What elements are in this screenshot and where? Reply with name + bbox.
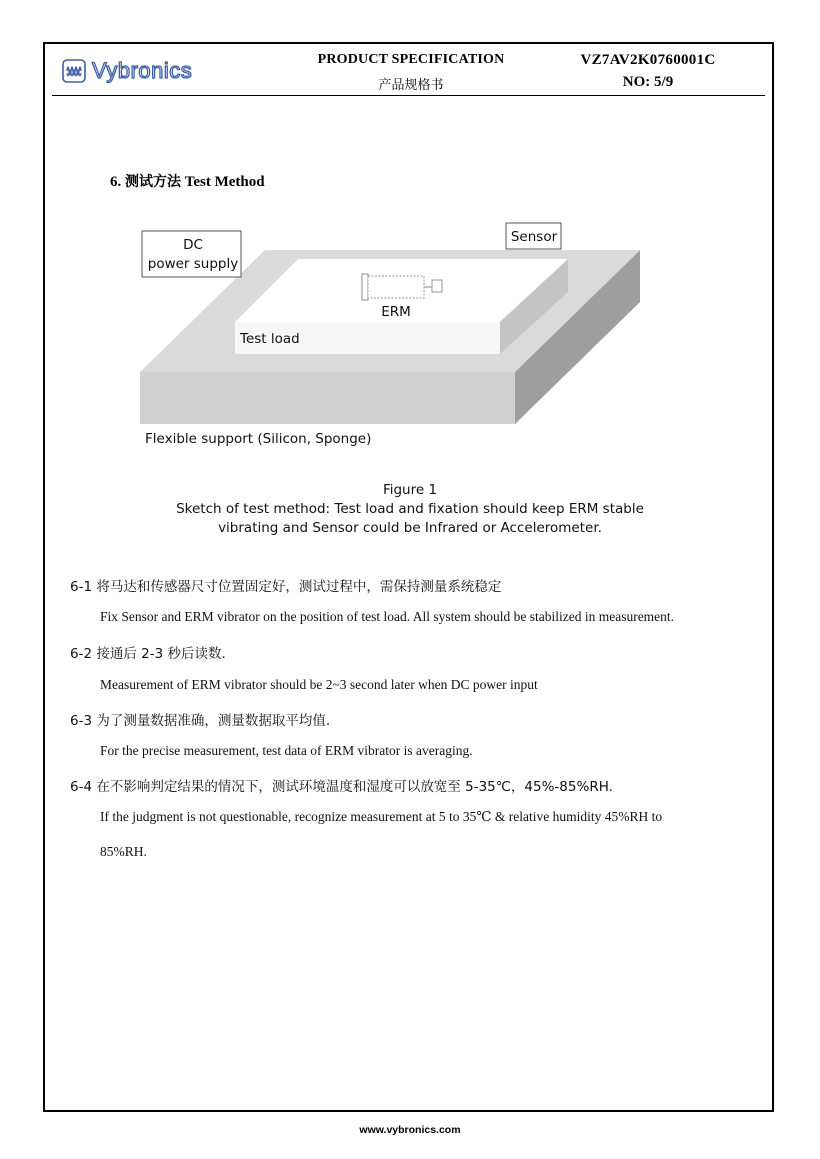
item-6-4-en-cont: 85%RH. [100, 844, 147, 859]
brand-wordmark: Vybronics [92, 58, 193, 83]
item-6-2-zh: 6-2 接通后 2-3 秒后读数. [70, 646, 226, 662]
document-code: VZ7AV2K0760001C [580, 52, 716, 68]
spec-title: PRODUCT SPECIFICATION [317, 52, 505, 67]
section-heading [110, 171, 265, 191]
figure-caption-title: Figure 1 [382, 482, 438, 498]
figure-caption-line1: Sketch of test method: Test load and fixation should keep ERM stable [176, 501, 644, 517]
section-number: 6. [110, 174, 122, 190]
footer-url: www.vybronics.com [359, 1124, 461, 1136]
item-6-4-en: If the judgment is not questionable, recognize measurement at 5 to 35℃ & relative humidity 45%RH to [100, 809, 663, 824]
spec-title-zh: 产品规格书 [378, 78, 444, 93]
item-6-4-zh: 6-4 在不影响判定结果的情况下，测试环境温度和湿度可以放宽至 5-35℃，45%-85%RH. [70, 779, 613, 795]
figure-caption-line2: vibrating and Sensor could be Infrared or Accelerometer. [218, 520, 602, 536]
header-divider [52, 95, 765, 96]
section-title-en: Test Method [184, 174, 265, 190]
item-6-1-zh: 6-1 将马达和传感器尺寸位置固定好，测试过程中，需保持测量系统稳定 [70, 579, 502, 595]
test-load-label: Test load [240, 331, 300, 347]
dc-label-line1: DC [183, 237, 203, 253]
item-6-3-en: For the precise measurement, test data of ERM vibrator is averaging. [100, 743, 473, 758]
support-label: Flexible support (Silicon, Sponge) [145, 431, 372, 447]
logo-badge-icon [63, 60, 85, 82]
support-front-face [140, 372, 515, 424]
sensor-label: Sensor [510, 229, 558, 245]
vybronics-logo [62, 57, 232, 85]
section-title-zh: 测试方法 [125, 174, 181, 190]
erm-label: ERM [381, 304, 411, 320]
item-6-2-en: Measurement of ERM vibrator should be 2~3 second later when DC power input [100, 677, 538, 692]
test-method-figure [140, 222, 646, 454]
item-6-1-en: Fix Sensor and ERM vibrator on the position of test load. All system should be stabilized in measurement. [100, 609, 675, 624]
page-number: NO: 5/9 [622, 74, 674, 90]
item-6-3-zh: 6-3 为了测量数据准确，测量数据取平均值. [70, 713, 331, 729]
dc-label-line2: power supply [147, 256, 239, 272]
